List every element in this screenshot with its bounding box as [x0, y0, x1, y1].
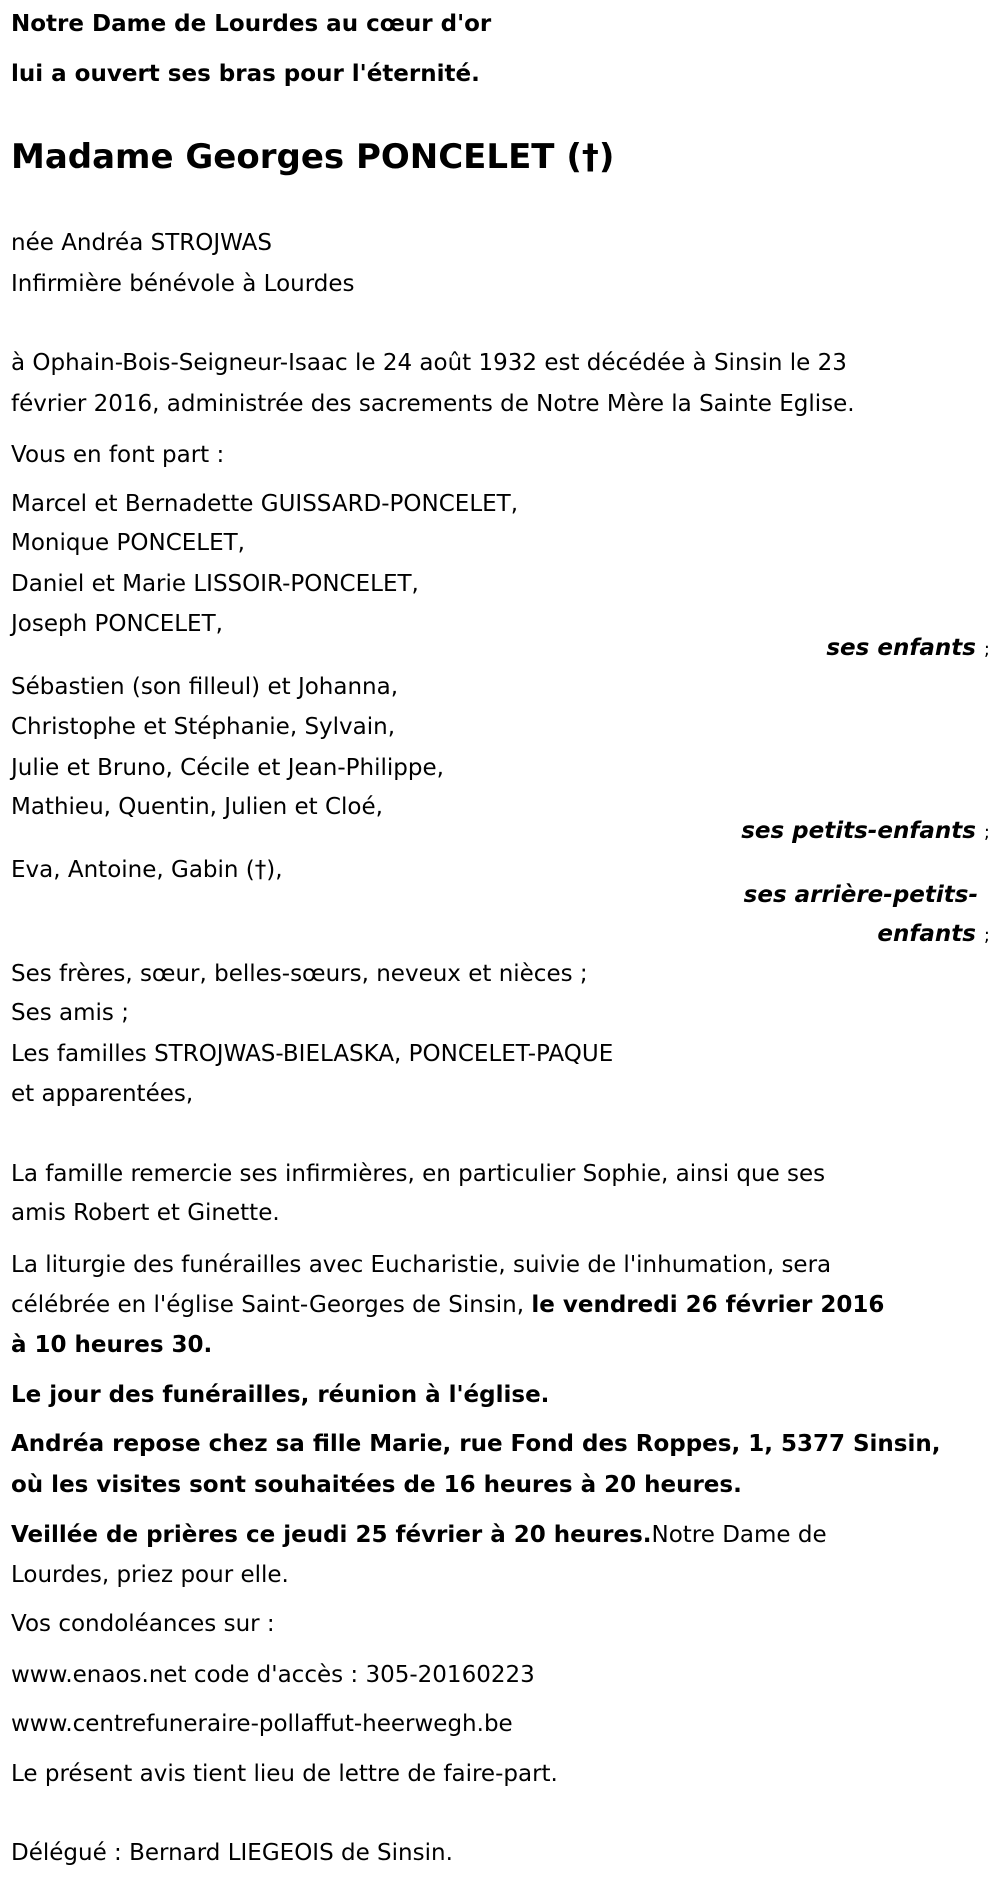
grandchildren-sep: ;	[983, 822, 990, 843]
grandchildren-label	[741, 811, 990, 851]
death-line-2: février 2016, administrée des sacrements de Notre Mère la Sainte Eglise.	[11, 391, 855, 417]
others-line: Ses frères, sœur, belles-sœurs, neveux et nièces ;	[11, 961, 588, 987]
delegate: Délégué : Bernard LIEGEOIS de Sinsin.	[11, 1840, 453, 1866]
visits-line-2: où les visites sont souhaitées de 16 heures à 20 heures.	[11, 1472, 742, 1498]
great-grandchildren-label-text: enfants	[877, 921, 976, 947]
others-line: Les familles STROJWAS-BIELASKA, PONCELET-PAQUE	[11, 1041, 614, 1067]
liturgy-time: à 10 heures 30.	[11, 1332, 213, 1358]
others-line: Ses amis ;	[11, 1000, 129, 1026]
grandchild-name: Julie et Bruno, Cécile et Jean-Philippe,	[11, 755, 444, 781]
liturgy-place: célébrée en l'église Saint-Georges de Sinsin,	[11, 1292, 525, 1318]
grandchildren-label-text: ses petits-enfants	[741, 818, 976, 844]
great-grandchild-name: Eva, Antoine, Gabin (†),	[11, 857, 283, 883]
vigil-normal: Notre Dame de	[651, 1522, 827, 1548]
liturgy-line-1: La liturgie des funérailles avec Eucharistie, suivie de l'inhumation, sera	[11, 1252, 832, 1278]
grandchild-name: Mathieu, Quentin, Julien et Cloé,	[11, 794, 383, 820]
great-grandchildren-label-line-2	[877, 914, 990, 954]
header-line-2: lui a ouvert ses bras pour l'éternité.	[11, 61, 480, 87]
child-name: Daniel et Marie LISSOIR-PONCELET,	[11, 571, 419, 597]
great-grandchildren-label-line-1: ses arrière-petits-	[743, 882, 978, 908]
visits-line-1: Andréa repose chez sa fille Marie, rue Fond des Roppes, 1, 5377 Sinsin,	[11, 1431, 941, 1457]
child-name: Joseph PONCELET,	[11, 611, 223, 637]
children-label-text: ses enfants	[826, 635, 976, 661]
header-line-1: Notre Dame de Lourdes au cœur d'or	[11, 11, 492, 37]
children-label	[826, 628, 990, 668]
liturgy-date: le vendredi 26 février 2016	[531, 1292, 885, 1318]
children-sep: ;	[983, 639, 990, 660]
notice: Le présent avis tient lieu de lettre de faire-part.	[11, 1761, 558, 1787]
great-grandchildren-sep: ;	[983, 925, 990, 946]
child-name: Monique PONCELET,	[11, 530, 245, 556]
page-title: Madame Georges PONCELET (†)	[11, 137, 615, 177]
vigil-line-1	[11, 1515, 827, 1555]
condolences-label: Vos condoléances sur :	[11, 1611, 275, 1637]
death-line-1: à Ophain-Bois-Seigneur-Isaac le 24 août 1932 est décédée à Sinsin le 23	[11, 350, 847, 376]
birth-name: née Andréa STROJWAS	[11, 230, 272, 256]
child-name: Marcel et Bernadette GUISSARD-PONCELET,	[11, 491, 519, 517]
announce: Vous en font part :	[11, 442, 225, 468]
meeting: Le jour des funérailles, réunion à l'église.	[11, 1382, 550, 1408]
liturgy-line-2	[11, 1285, 884, 1325]
thanks-line-2: amis Robert et Ginette.	[11, 1200, 280, 1226]
condolences-link-funeral-center[interactable]: www.centrefuneraire-pollaffut-heerwegh.be	[11, 1711, 513, 1737]
vigil-bold: Veillée de prières ce jeudi 25 février à 20 heures.	[11, 1522, 652, 1548]
others-line: et apparentées,	[11, 1081, 194, 1107]
grandchild-name: Christophe et Stéphanie, Sylvain,	[11, 714, 396, 740]
thanks-line-1: La famille remercie ses infirmières, en particulier Sophie, ainsi que ses	[11, 1161, 826, 1187]
grandchild-name: Sébastien (son filleul) et Johanna,	[11, 674, 399, 700]
occupation: Infirmière bénévole à Lourdes	[11, 271, 355, 297]
condolences-link-enaos[interactable]: www.enaos.net code d'accès : 305-20160223	[11, 1662, 535, 1688]
vigil-line-2: Lourdes, priez pour elle.	[11, 1562, 289, 1588]
